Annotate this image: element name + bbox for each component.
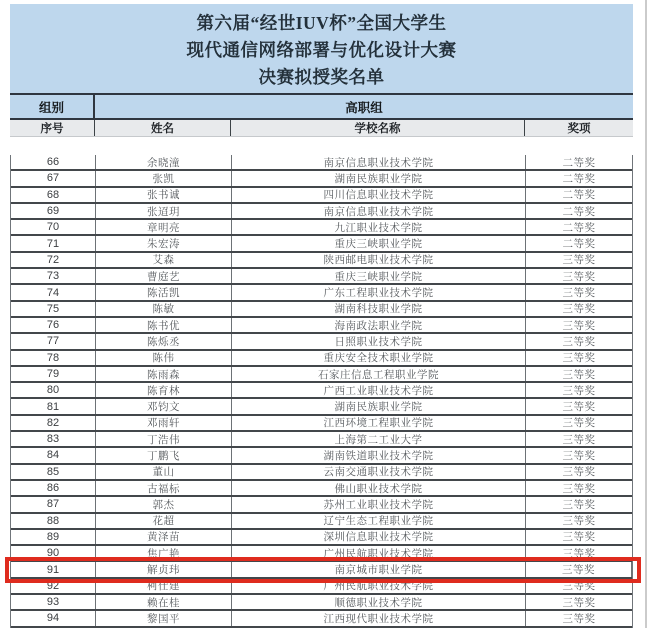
- row-number-cell: 92: [11, 579, 96, 593]
- row-number-cell: 75: [11, 302, 96, 316]
- school-cell: 重庆三峡职业学院: [232, 236, 526, 250]
- table-row: [11, 367, 632, 383]
- name-cell: 曹庭艺: [96, 269, 232, 283]
- award-cell: 三等奖: [562, 271, 596, 283]
- award-cell: 三等奖: [562, 434, 596, 446]
- school-cell: 广州民航职业技术学院: [232, 579, 526, 593]
- table-row: [11, 595, 632, 611]
- school-cell: 顺德职业技术学院: [232, 595, 526, 609]
- school-cell: 广西工业职业技术学院: [232, 383, 526, 397]
- award-cell: 三等奖: [562, 548, 596, 560]
- award-cell: 三等奖: [562, 451, 596, 462]
- table-row: [11, 562, 632, 578]
- page-edge-line: [645, 0, 647, 628]
- name-cell: 解贞玮: [96, 562, 232, 576]
- document-header: [10, 4, 633, 120]
- table-row: [11, 351, 632, 367]
- name-cell: 陈雨森: [96, 367, 232, 381]
- table-row: [11, 253, 632, 269]
- school-cell: 云南交通职业技术学院: [232, 465, 526, 479]
- row-number-cell: 74: [11, 285, 96, 299]
- name-cell: 朱宏涛: [96, 236, 232, 250]
- name-cell: 柯仕建: [96, 579, 232, 593]
- award-cell: 三等奖: [562, 385, 596, 397]
- school-cell: 上海第二工业大学: [232, 432, 526, 446]
- table-row: [11, 514, 632, 530]
- title-line-1: 第六届“经世IUV杯”全国大学生: [196, 13, 447, 33]
- column-header-name: 姓名: [95, 120, 231, 136]
- school-cell: 湖南民族职业学院: [232, 171, 526, 185]
- award-cell: 三等奖: [562, 288, 596, 300]
- row-number-cell: 94: [11, 611, 96, 625]
- name-cell: 黎国平: [96, 611, 232, 625]
- row-number-cell: 90: [11, 546, 96, 560]
- table-row: [11, 432, 632, 448]
- school-cell: 海南政法职业学院: [232, 318, 526, 332]
- school-cell: 辽宁生态工程职业学院: [232, 514, 526, 528]
- school-cell: 江西环境工程职业学院: [232, 416, 526, 430]
- row-number-cell: 88: [11, 514, 96, 528]
- school-cell: 南京信息职业技术学院: [232, 155, 526, 169]
- group-label: 组别: [10, 95, 95, 118]
- school-cell: 湖南铁道职业技术学院: [232, 448, 526, 462]
- row-number-cell: 69: [11, 204, 96, 218]
- name-cell: 陈伟: [96, 351, 232, 365]
- row-number-cell: 67: [11, 171, 96, 185]
- table-row: [11, 269, 632, 285]
- table-row: [11, 171, 632, 187]
- table-row: [11, 530, 632, 546]
- group-value: 高职组: [345, 100, 383, 115]
- school-cell: 南京信息职业技术学院: [232, 204, 526, 218]
- table-row: [11, 465, 632, 481]
- row-number-cell: 86: [11, 481, 96, 495]
- award-cell: 三等奖: [562, 353, 596, 365]
- name-cell: 黄泽苗: [96, 530, 232, 544]
- school-cell: 广州民航职业技术学院: [232, 546, 526, 560]
- name-cell: 张迢玥: [96, 204, 232, 218]
- title-line-3: 决赛拟授奖名单: [258, 67, 385, 87]
- table-row: [11, 204, 632, 220]
- row-number-cell: 89: [11, 530, 96, 544]
- name-cell: 董山: [96, 465, 232, 479]
- name-cell: 丁鹏飞: [96, 448, 232, 462]
- column-header-no: 序号: [10, 120, 95, 136]
- award-cell: 三等奖: [562, 255, 596, 267]
- award-cell: 三等奖: [562, 402, 596, 414]
- school-cell: 江西现代职业技术学院: [232, 611, 526, 625]
- table-row: [11, 302, 632, 318]
- row-number-cell: 83: [11, 432, 96, 446]
- row-number-cell: 81: [11, 399, 96, 413]
- title-line-2: 现代通信网络部署与优化设计大赛: [186, 40, 457, 60]
- award-cell: 二等奖: [562, 190, 596, 202]
- name-cell: 赖在桂: [96, 595, 232, 609]
- school-cell: 陕西邮电职业技术学院: [232, 253, 526, 267]
- school-cell: 石家庄信息工程职业学院: [232, 367, 526, 381]
- row-number-cell: 79: [11, 367, 96, 381]
- row-number-cell: 73: [11, 269, 96, 283]
- award-cell: 三等奖: [562, 483, 596, 495]
- column-header-award: 奖项: [567, 123, 591, 135]
- table-body: [10, 155, 633, 628]
- row-number-cell: 80: [11, 383, 96, 397]
- school-cell: 九江职业技术学院: [232, 220, 526, 234]
- award-cell: 二等奖: [562, 206, 596, 218]
- name-cell: 邓钧文: [96, 399, 232, 413]
- table-row: [11, 448, 632, 464]
- name-cell: 陈敏: [96, 302, 232, 316]
- award-cell: 三等奖: [562, 613, 596, 625]
- row-number-cell: 82: [11, 416, 96, 430]
- school-cell: 佛山职业技术学院: [232, 481, 526, 495]
- award-cell: 三等奖: [562, 304, 596, 316]
- award-cell: 三等奖: [562, 418, 596, 430]
- row-number-cell: 93: [11, 595, 96, 609]
- table-row: [11, 497, 632, 513]
- school-cell: 苏州工业职业技术学院: [232, 497, 526, 511]
- name-cell: 陈烁丞: [96, 334, 232, 348]
- table-row: [11, 155, 632, 171]
- school-cell: 重庆三峡职业学院: [232, 269, 526, 283]
- row-number-cell: 91: [11, 562, 96, 576]
- award-cell: 三等奖: [562, 499, 596, 511]
- award-cell: 三等奖: [562, 597, 596, 609]
- award-cell: 三等奖: [562, 581, 596, 593]
- table-row: [11, 318, 632, 334]
- award-cell: 三等奖: [562, 516, 596, 528]
- row-number-cell: 78: [11, 351, 96, 365]
- name-cell: 郭杰: [96, 497, 232, 511]
- table-row: [11, 188, 632, 204]
- name-cell: 艾森: [96, 253, 232, 267]
- award-cell: 三等奖: [562, 532, 596, 544]
- name-cell: 余晓潼: [96, 155, 232, 169]
- name-cell: 花超: [96, 514, 232, 528]
- award-cell: 二等奖: [562, 173, 596, 185]
- row-number-cell: 76: [11, 318, 96, 332]
- name-cell: 邓雨轩: [96, 416, 232, 430]
- table-row: [11, 383, 632, 399]
- table-row: [11, 220, 632, 236]
- table-row: [11, 334, 632, 350]
- school-cell: 湖南民族职业学院: [232, 399, 526, 413]
- school-cell: 湖南科技职业学院: [232, 302, 526, 316]
- row-number-cell: 70: [11, 220, 96, 234]
- award-cell: 三等奖: [562, 467, 596, 479]
- award-cell: 三等奖: [562, 320, 596, 332]
- name-cell: 张书诚: [96, 188, 232, 202]
- group-header-row: [10, 93, 633, 120]
- name-cell: 章明亮: [96, 220, 232, 234]
- name-cell: 古福标: [96, 481, 232, 495]
- school-cell: 重庆安全技术职业学院: [232, 351, 526, 365]
- award-cell: 三等奖: [562, 369, 596, 381]
- row-number-cell: 87: [11, 497, 96, 511]
- row-number-cell: 85: [11, 465, 96, 479]
- award-cell: 二等奖: [562, 222, 596, 234]
- row-number-cell: 66: [11, 155, 96, 169]
- name-cell: 陈活凯: [96, 285, 232, 299]
- row-number-cell: 72: [11, 253, 96, 267]
- school-cell: 南京城市职业学院: [232, 562, 526, 576]
- school-cell: 广东工程职业技术学院: [232, 285, 526, 299]
- highlight-box: [5, 557, 641, 582]
- school-cell: 深圳信息职业技术学院: [232, 530, 526, 544]
- row-number-cell: 84: [11, 448, 96, 462]
- name-cell: 丁浩伟: [96, 432, 232, 446]
- table-row: [11, 481, 632, 497]
- name-cell: 张凯: [96, 171, 232, 185]
- column-header-row: [10, 120, 633, 137]
- school-cell: 四川信息职业技术学院: [232, 188, 526, 202]
- award-cell: 二等奖: [562, 239, 596, 251]
- table-row: [11, 236, 632, 252]
- award-cell: 三等奖: [526, 562, 632, 576]
- name-cell: 陈育林: [96, 383, 232, 397]
- document-title: [10, 4, 633, 91]
- table-row: [11, 285, 632, 301]
- table-row: [11, 416, 632, 432]
- row-number-cell: 71: [11, 236, 96, 250]
- row-number-cell: 68: [11, 188, 96, 202]
- table-row: [11, 399, 632, 415]
- row-number-cell: 77: [11, 334, 96, 348]
- award-cell: 三等奖: [562, 336, 596, 348]
- school-cell: 日照职业技术学院: [232, 334, 526, 348]
- name-cell: 焦广艳: [96, 546, 232, 560]
- name-cell: 陈书优: [96, 318, 232, 332]
- award-cell: 二等奖: [562, 157, 596, 169]
- table-row: [11, 611, 632, 627]
- column-header-school: 学校名称: [231, 120, 525, 136]
